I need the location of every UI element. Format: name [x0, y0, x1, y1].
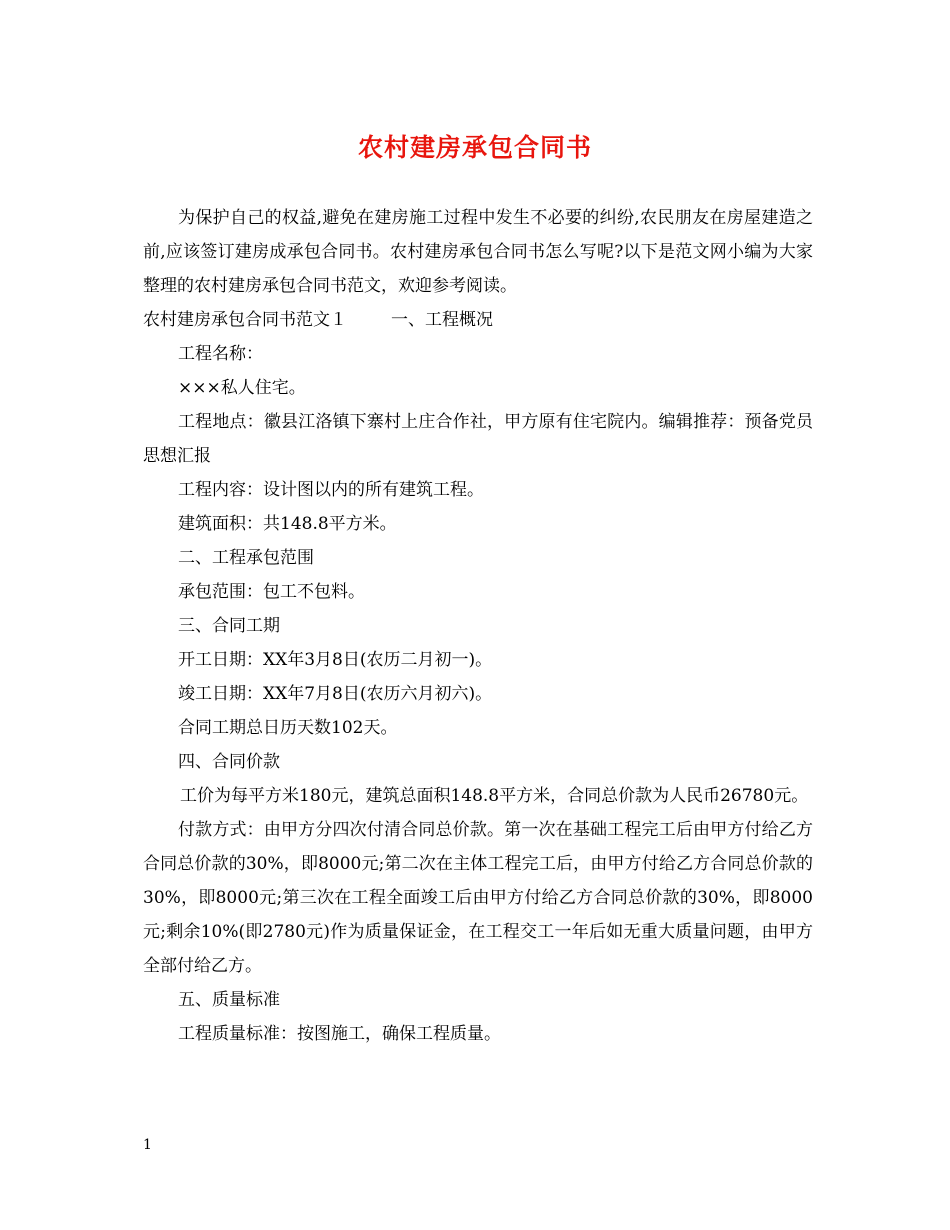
- building-area: 建筑面积：共148.8平方米。: [178, 514, 397, 534]
- section-heading-scope: 二、工程承包范围: [178, 548, 314, 568]
- completion-date: 竣工日期：XX年7月8日(农历六月初六)。: [178, 684, 493, 704]
- quality-standard: 工程质量标准：按图施工，确保工程质量。: [178, 1024, 501, 1044]
- document-title: 农村建房承包合同书: [357, 133, 592, 162]
- start-date: 开工日期：XX年3月8日(农历二月初一)。: [178, 650, 493, 670]
- heading-gap: [347, 303, 391, 337]
- section-heading-price: 四、合同价款: [178, 752, 280, 772]
- document-body: [143, 201, 813, 1051]
- intro-paragraph: 为保护自己的权益,避免在建房施工过程中发生不必要的纠纷,农民朋友在房屋建造之前,应该签订建房成承包合同书。农村建房承包合同书怎么写呢?以下是范文网小编为大家整理的农村建房承包合同书范文，欢迎参考阅读。: [143, 208, 813, 296]
- section-heading-overview: 一、工程概况: [391, 310, 493, 330]
- project-name-value: ×××私人住宅。: [178, 378, 306, 398]
- price-paragraph: 工价为每平方米180元，建筑总面积148.8平方米，合同总价款为人民币26780元。: [180, 786, 809, 806]
- project-location: 工程地点：徽县江洛镇下寨村上庄合作社，甲方原有住宅院内。编辑推荐：预备党员思想汇报: [143, 412, 813, 466]
- contract-scope: 承包范围：包工不包料。: [178, 582, 365, 602]
- sample-heading-row: [143, 303, 813, 337]
- page-number: 1: [143, 1137, 152, 1153]
- total-duration: 合同工期总日历天数102天。: [178, 718, 398, 738]
- payment-method-paragraph: 付款方式：由甲方分四次付清合同总价款。第一次在基础工程完工后由甲方付给乙方合同总价款的30%，即8000元;第二次在主体工程完工后，由甲方付给乙方合同总价款的30%，即8000元;第三次在工程全面竣工后由甲方付给乙方合同总价款的30%，即8000元;剩余10%(即2780元)作为质量保证金，在工程交工一年后如无重大质量问题，由甲方全部付给乙方。: [143, 820, 813, 976]
- project-content: 工程内容：设计图以内的所有建筑工程。: [178, 480, 484, 500]
- section-heading-duration: 三、合同工期: [178, 616, 280, 636]
- project-name-label: 工程名称：: [178, 344, 263, 364]
- sample-heading: 农村建房承包合同书范文１: [143, 310, 347, 330]
- section-heading-quality: 五、质量标准: [178, 990, 280, 1010]
